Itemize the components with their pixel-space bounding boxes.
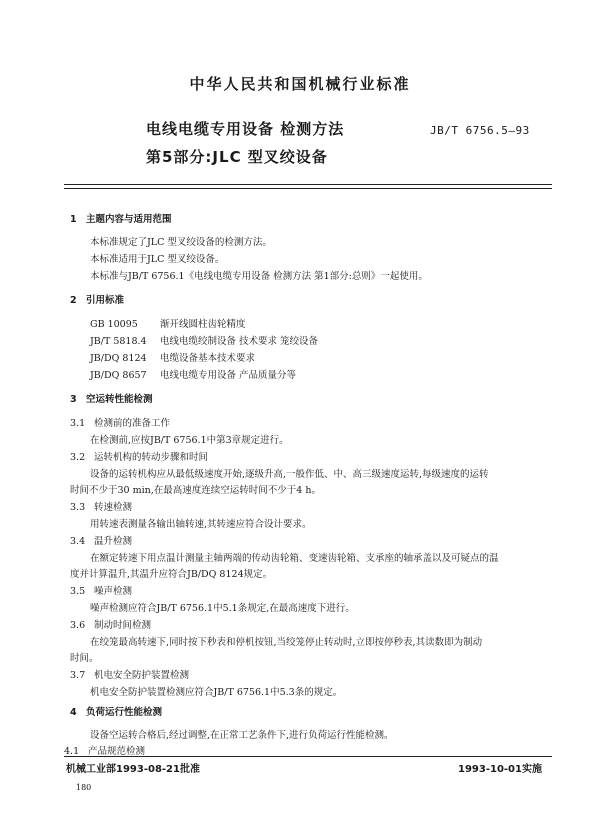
reference-code: JB/DQ 8124 [90, 353, 147, 364]
standard-number: JB/T 6756.5—93 [430, 124, 530, 137]
paragraph-continuation: 时间。 [70, 653, 99, 664]
paragraph-continuation: 度并计算温升,其温升应符合JB/DQ 8124规定。 [70, 569, 273, 580]
subsection-number: 4.1 [64, 746, 80, 757]
subsection-3-3-heading [70, 499, 132, 513]
subsection-title: 产品规范检测 [88, 746, 146, 757]
reference-item [90, 367, 296, 381]
header-rule-2 [64, 188, 552, 189]
approval-date: 机械工业部1993-08-21批准 [66, 764, 200, 775]
subsection-number: 3.1 [70, 418, 86, 429]
paragraph: 在绞笼最高转速下,同时按下秒表和停机按钮,当绞笼停止转动时,立即按停秒表,其读数即为制动 [90, 637, 483, 648]
reference-name: 电缆设备基本技术要求 [160, 353, 256, 364]
section-title: 主题内容与适用范围 [86, 214, 172, 225]
paragraph: 本标准规定了JLC 型叉绞设备的检测方法。 [90, 237, 272, 248]
reference-item [90, 350, 255, 364]
paragraph: 机电安全防护装置检测应符合JB/T 6756.1中5.3条的规定。 [90, 687, 343, 698]
subsection-title: 机电安全防护装置检测 [94, 670, 190, 681]
subsection-title: 温升检测 [94, 536, 133, 547]
section-2-heading [70, 292, 124, 306]
paragraph-continuation: 时间不少于30 min,在最高速度连续空运转时间不少于4 h。 [70, 485, 321, 496]
section-title: 空运转性能检测 [86, 394, 153, 405]
section-3-heading [70, 391, 153, 405]
section-4-heading [70, 704, 162, 718]
section-number: 4 [70, 707, 77, 718]
header-rule [64, 184, 552, 185]
paragraph: 设备空运转合格后,经过调整,在正常工艺条件下,进行负荷运行性能检测。 [90, 730, 394, 741]
subsection-number: 3.5 [70, 586, 86, 597]
subsection-3-6-heading [70, 617, 151, 631]
subsection-title: 运转机构的转动步骤和时间 [94, 452, 209, 463]
doc-title-line2: 第5部分:JLC 型叉绞设备 [146, 148, 328, 166]
subsection-number: 3.6 [70, 620, 86, 631]
subsection-3-1-heading [70, 415, 170, 429]
reference-code: GB 10095 [90, 319, 138, 330]
section-number: 1 [70, 214, 77, 225]
reference-code: JB/T 5818.4 [90, 336, 147, 347]
subsection-4-1-heading [64, 743, 145, 757]
reference-code: JB/DQ 8657 [90, 370, 147, 381]
subsection-number: 3.3 [70, 502, 86, 513]
paragraph: 设备的运转机构应从最低级速度开始,逐级升高,一般作低、中、高三级速度运转,每级速度的运转 [90, 469, 489, 480]
subsection-3-2-heading [70, 449, 208, 463]
subsection-3-4-heading [70, 533, 132, 547]
section-title: 负荷运行性能检测 [86, 707, 163, 718]
section-number: 3 [70, 394, 77, 405]
paragraph: 本标准适用于JLC 型叉绞设备。 [90, 254, 225, 265]
section-title: 引用标准 [86, 295, 125, 306]
effective-date: 1993-10-01实施 [458, 764, 542, 775]
reference-name: 电线电缆专用设备 产品质量分等 [160, 370, 297, 381]
subsection-title: 制动时间检测 [94, 620, 152, 631]
reference-name: 渐开线圆柱齿轮精度 [160, 319, 246, 330]
subsection-number: 3.7 [70, 670, 86, 681]
section-1-heading [70, 211, 172, 225]
paragraph: 噪声检测应符合JB/T 6756.1中5.1条规定,在最高速度下进行。 [90, 603, 355, 614]
footer-rule [64, 756, 552, 757]
paragraph: 在检测前,应按JB/T 6756.1中第3章规定进行。 [90, 435, 289, 446]
paragraph: 本标准与JB/T 6756.1《电线电缆专用设备 检测方法 第1部分:总则》一起使用。 [90, 271, 428, 282]
doc-title-line1: 电线电缆专用设备 检测方法 [146, 120, 345, 138]
paragraph: 在额定转速下用点温计测量主轴两端的传动齿轮箱、变速齿轮箱、支承座的轴承盖以及可疑点的温 [90, 553, 499, 564]
section-number: 2 [70, 295, 77, 306]
reference-item [90, 316, 246, 330]
paragraph: 用转速表测量各输出轴转速,其转速应符合设计要求。 [90, 519, 312, 530]
reference-item [90, 333, 318, 347]
subsection-number: 3.4 [70, 536, 86, 547]
main-title: 中华人民共和国机械行业标准 [189, 75, 411, 93]
subsection-3-7-heading [70, 667, 189, 681]
subsection-title: 噪声检测 [94, 586, 133, 597]
subsection-number: 3.2 [70, 452, 86, 463]
reference-name: 电线电缆绞制设备 技术要求 笼绞设备 [160, 336, 319, 347]
page-number: 180 [76, 783, 92, 792]
subsection-title: 转速检测 [94, 502, 133, 513]
subsection-3-5-heading [70, 583, 132, 597]
subsection-title: 检测前的准备工作 [94, 418, 171, 429]
